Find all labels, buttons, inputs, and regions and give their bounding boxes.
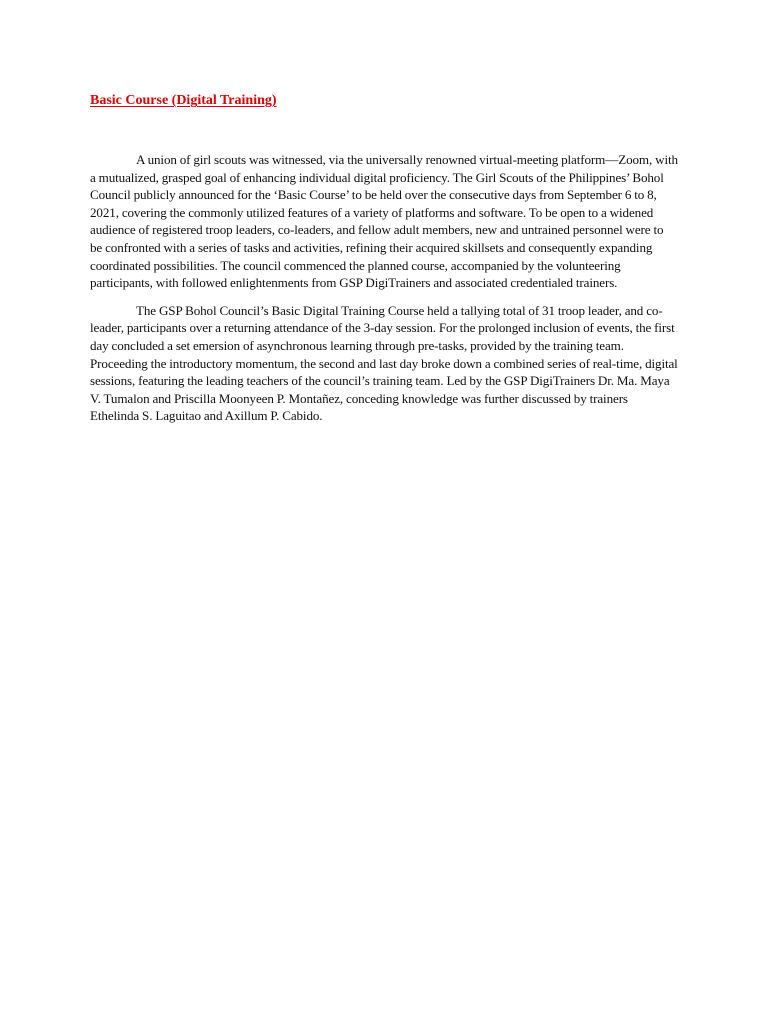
- paragraph-1: A union of girl scouts was witnessed, via the universally renowned virtual-meeting platform—Zoom, with a mutualized, grasped goal of enhancing individual digital proficiency. The Girl Scouts of the Philippines’ Bohol Council publicly announced for the ‘Basic Course’ to be held over the consecutive days from September 6 to 8, 2021, covering the commonly utilized features of a variety of platforms and software. To be open to a widened audience of registered troop leaders, co-leaders, and fellow adult members, new and untrained personnel were to be confronted with a series of tasks and activities, refining their acquired skillsets and consequently expanding coordinated possibilities. The council commenced the planned course, accompanied by the volunteering participants, with followed enlightenments from GSP DigiTrainers and associated credentialed trainers.: [90, 152, 678, 291]
- paragraph-2: The GSP Bohol Council’s Basic Digital Training Course held a tallying total of 31 troop leader, and co-leader, participants over a returning attendance of the 3-day session. For the prolonged inclusion of events, the first day concluded a set emersion of asynchronous learning through pre-tasks, provided by the training team. Proceeding the introductory momentum, the second and last day broke down a combined series of real-time, digital sessions, featuring the leading teachers of the council’s training team. Led by the GSP DigiTrainers Dr. Ma. Maya V. Tumalon and Priscilla Moonyeen P. Montañez, conceding knowledge was further discussed by trainers Ethelinda S. Laguitao and Axillum P. Cabido.: [90, 302, 678, 424]
- document-title: Basic Course (Digital Training): [90, 93, 277, 108]
- document-body: [90, 92, 678, 435]
